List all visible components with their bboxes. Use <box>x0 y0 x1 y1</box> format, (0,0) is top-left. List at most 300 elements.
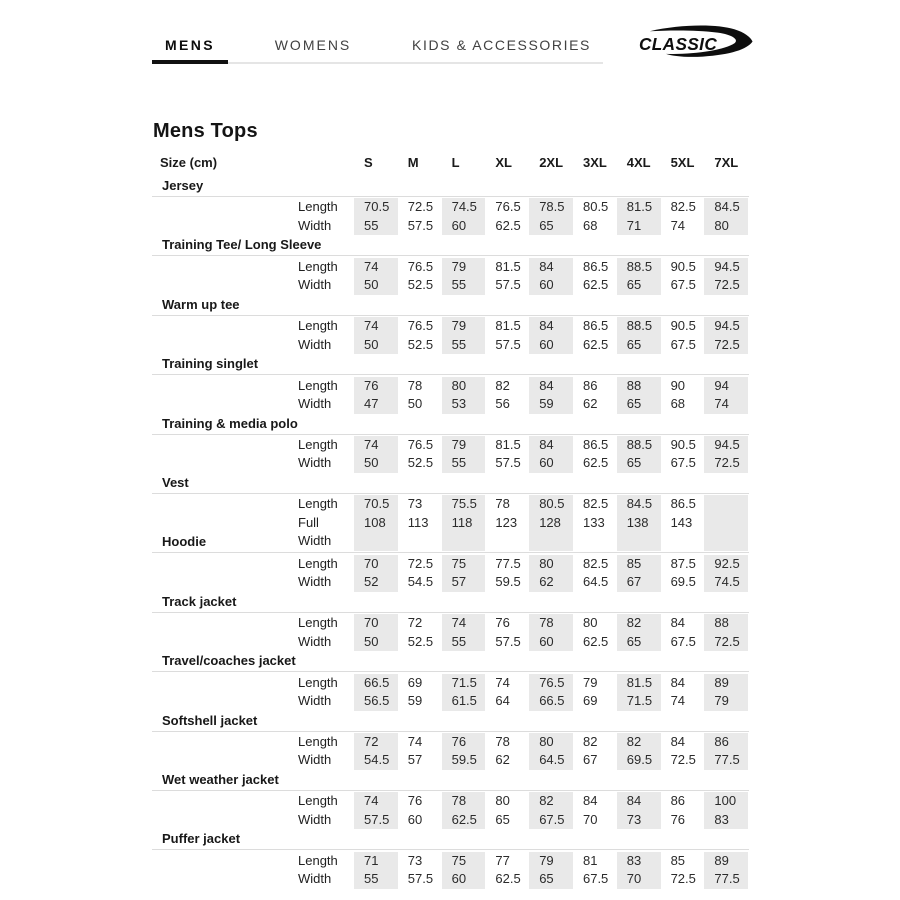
row-spacer <box>152 751 298 770</box>
value-cell: 70 <box>617 870 661 889</box>
value-cell: 84 <box>582 793 598 809</box>
value-cell: 72.5 <box>670 752 696 768</box>
value-cell: 62.5 <box>582 633 609 649</box>
value-cell: 87.5 <box>670 555 696 571</box>
value-cell: 65 <box>617 633 661 652</box>
value-cell: 65 <box>617 454 661 473</box>
value-cell: 55 <box>442 276 486 295</box>
section-data <box>152 374 749 413</box>
value-cell: 69 <box>582 693 598 709</box>
value-cell: 62.5 <box>495 217 521 233</box>
value-cell: 56 <box>495 396 510 412</box>
measure-label: Width <box>298 336 332 352</box>
value-cell: 57.5 <box>495 633 521 649</box>
value-cell: 62.5 <box>442 811 486 830</box>
value-cell: 86.5 <box>582 318 609 334</box>
measure-label: Length <box>298 615 338 631</box>
value-cell: 84 <box>529 258 573 277</box>
value-cell: 55 <box>354 870 398 889</box>
value-cell: 62 <box>529 573 573 592</box>
section-title: Softshell jacket <box>162 712 258 728</box>
value-cell: 50 <box>354 276 398 295</box>
value-cell: 72 <box>407 615 423 631</box>
value-cell: 79 <box>704 692 748 711</box>
value-cell: 72 <box>354 733 398 752</box>
measure-row-length <box>152 733 749 752</box>
value-cell: 72.5 <box>704 336 748 355</box>
size-table <box>152 150 749 889</box>
value-cell: 70 <box>354 555 398 574</box>
nav-tab-mens[interactable]: MENS <box>152 28 228 62</box>
value-cell: 85 <box>670 852 686 868</box>
value-cell: 79 <box>442 258 486 277</box>
value-cell: 72.5 <box>670 871 696 887</box>
value-cell: 88 <box>617 377 661 396</box>
value-cell: 52.5 <box>407 277 434 293</box>
value-cell: 90.5 <box>670 436 696 452</box>
value-cell: 62.5 <box>582 336 609 352</box>
value-cell: 57.5 <box>495 455 521 471</box>
value-cell: 69.5 <box>617 751 661 770</box>
section-data <box>152 731 749 770</box>
value-cell: 84 <box>617 792 661 811</box>
section-title: Track jacket <box>162 593 237 609</box>
value-cell: 72.5 <box>704 276 748 295</box>
section-training-singlet <box>152 354 749 413</box>
value-cell: 79 <box>582 674 598 690</box>
row-spacer <box>152 852 298 871</box>
measure-label: Width <box>298 633 332 649</box>
value-cell: 74 <box>670 693 686 709</box>
section-title: Vest <box>162 474 189 490</box>
measure-label: Width <box>298 752 332 768</box>
value-cell: 80 <box>529 733 573 752</box>
measure-row-length <box>152 614 749 633</box>
section-travel-coaches-jacket <box>152 651 749 710</box>
section-title: Puffer jacket <box>162 831 241 847</box>
value-cell: 62 <box>495 752 510 768</box>
value-cell: 74 <box>354 792 398 811</box>
value-cell: 81.5 <box>617 674 661 693</box>
value-cell: 82 <box>529 792 573 811</box>
section-warm-up-tee <box>152 295 749 354</box>
value-cell: 71 <box>354 852 398 871</box>
section-data <box>152 612 749 651</box>
value-cell: 73 <box>617 811 661 830</box>
value-cell: 100 <box>704 792 748 811</box>
size-col-header-m: M <box>407 155 419 170</box>
value-cell: 60 <box>529 276 573 295</box>
value-cell: 71 <box>617 217 661 236</box>
value-cell: 67 <box>582 752 598 768</box>
value-cell: 82 <box>617 733 661 752</box>
measure-label: Width <box>298 811 332 827</box>
value-cell: 59.5 <box>495 574 521 590</box>
section-data <box>152 196 749 235</box>
value-cell: 80 <box>495 793 510 809</box>
value-cell: 50 <box>354 454 398 473</box>
measure-label: Length <box>298 733 338 749</box>
size-col-header-l: L <box>451 155 460 170</box>
section-title: Jersey <box>162 178 204 193</box>
value-cell: 65 <box>617 395 661 414</box>
value-cell: 60 <box>529 336 573 355</box>
value-cell: 54.5 <box>354 751 398 770</box>
value-cell: 88.5 <box>617 258 661 277</box>
value-cell: 52 <box>354 573 398 592</box>
row-spacer <box>152 217 298 236</box>
value-cell: 72.5 <box>704 454 748 473</box>
value-cell: 59 <box>407 693 423 709</box>
value-cell: 67.5 <box>670 336 696 352</box>
value-cell: 84 <box>529 377 573 396</box>
row-spacer <box>152 614 298 633</box>
value-cell: 82 <box>495 377 510 393</box>
size-col-header-3xl: 3XL <box>582 155 607 170</box>
value-cell: 133 <box>582 514 605 530</box>
value-cell: 62.5 <box>582 455 609 471</box>
row-spacer <box>152 495 298 514</box>
row-spacer <box>152 573 298 592</box>
value-cell <box>704 495 748 514</box>
value-cell: 52.5 <box>407 633 434 649</box>
value-cell: 84 <box>529 317 573 336</box>
value-cell: 60 <box>442 217 486 236</box>
measure-row-width <box>152 573 749 592</box>
value-cell: 79 <box>442 436 486 455</box>
value-cell: 83 <box>617 852 661 871</box>
measure-row-width <box>152 454 749 473</box>
value-cell: 74 <box>354 258 398 277</box>
section-data <box>152 552 749 591</box>
value-cell: 75.5 <box>442 495 486 514</box>
row-spacer <box>152 317 298 336</box>
value-cell: 67.5 <box>670 633 696 649</box>
value-cell: 94.5 <box>704 258 748 277</box>
value-cell: 57.5 <box>354 811 398 830</box>
value-cell: 82 <box>617 614 661 633</box>
value-cell: 57.5 <box>495 277 521 293</box>
section-title: Training singlet <box>162 356 259 372</box>
value-cell: 64.5 <box>529 751 573 770</box>
value-cell: 86 <box>704 733 748 752</box>
value-cell: 81 <box>582 852 598 868</box>
value-cell: 70.5 <box>354 495 398 514</box>
value-cell: 60 <box>407 811 423 827</box>
measure-row-length <box>152 792 749 811</box>
value-cell: 54.5 <box>407 574 434 590</box>
value-cell: 65 <box>617 276 661 295</box>
value-cell: 123 <box>495 514 518 530</box>
value-cell: 68 <box>670 396 686 412</box>
value-cell: 52.5 <box>407 336 434 352</box>
size-col-header-s: S <box>364 155 373 170</box>
value-cell: 84 <box>670 674 686 690</box>
measure-row-length <box>152 555 749 574</box>
value-cell: 90.5 <box>670 258 696 274</box>
measure-row-length <box>152 495 749 514</box>
measure-row-length <box>152 852 749 871</box>
value-cell: 74 <box>495 674 510 690</box>
value-cell: 59 <box>529 395 573 414</box>
row-spacer <box>152 276 298 295</box>
value-cell: 73 <box>407 852 423 868</box>
section-data <box>152 255 749 294</box>
value-cell: 75 <box>442 555 486 574</box>
section-title: Warm up tee <box>162 296 240 312</box>
value-cell: 128 <box>529 514 573 551</box>
row-spacer <box>152 733 298 752</box>
value-cell: 53 <box>442 395 486 414</box>
value-cell: 94.5 <box>704 436 748 455</box>
value-cell: 90 <box>670 377 686 393</box>
measure-row-width <box>152 751 749 770</box>
value-cell: 57.5 <box>407 217 434 233</box>
value-cell: 80.5 <box>582 199 609 215</box>
measure-label: Width <box>298 455 332 471</box>
measure-label: Length <box>298 199 338 215</box>
value-cell: 84 <box>529 436 573 455</box>
measure-label: Width <box>298 277 332 293</box>
value-cell: 82.5 <box>670 199 696 215</box>
classic-brand-logo <box>637 22 755 64</box>
measure-label: Length <box>298 377 338 393</box>
value-cell: 60 <box>529 633 573 652</box>
value-cell: 73 <box>407 496 423 512</box>
row-spacer <box>152 692 298 711</box>
value-cell: 47 <box>354 395 398 414</box>
row-spacer <box>152 792 298 811</box>
measure-label: Width <box>298 871 332 887</box>
value-cell: 65 <box>617 336 661 355</box>
value-cell: 94 <box>704 377 748 396</box>
value-cell: 77 <box>495 852 510 868</box>
row-spacer <box>152 555 298 574</box>
value-cell: 143 <box>670 514 693 530</box>
value-cell: 83 <box>704 811 748 830</box>
value-cell: 76.5 <box>529 674 573 693</box>
value-cell: 86.5 <box>670 496 696 512</box>
size-unit-label: Size (cm) <box>160 155 218 170</box>
row-spacer <box>152 454 298 473</box>
section-title: Travel/coaches jacket <box>162 653 296 669</box>
value-cell: 50 <box>354 633 398 652</box>
section-title: Training Tee/ Long Sleeve <box>162 237 322 253</box>
value-cell: 78 <box>529 614 573 633</box>
value-cell: 76 <box>495 615 510 631</box>
section-puffer-jacket <box>152 829 749 888</box>
value-cell: 84 <box>670 615 686 631</box>
section-data <box>152 849 749 888</box>
value-cell: 82 <box>582 733 598 749</box>
value-cell: 82.5 <box>582 555 609 571</box>
value-cell: 65 <box>529 870 573 889</box>
value-cell: 52.5 <box>407 455 434 471</box>
value-cell: 57 <box>407 752 423 768</box>
value-cell: 65 <box>529 217 573 236</box>
measure-row-width <box>152 395 749 414</box>
value-cell: 72.5 <box>407 199 434 215</box>
value-cell: 92.5 <box>704 555 748 574</box>
measure-row-length <box>152 674 749 693</box>
page-title: Mens Tops <box>153 120 258 143</box>
value-cell: 65 <box>495 811 510 827</box>
value-cell: 108 <box>354 514 398 551</box>
value-cell: 70 <box>354 614 398 633</box>
value-cell: 67.5 <box>582 871 609 887</box>
value-cell: 77.5 <box>495 555 521 571</box>
value-cell: 79 <box>529 852 573 871</box>
value-cell: 88.5 <box>617 317 661 336</box>
value-cell: 138 <box>617 514 661 551</box>
value-cell: 70 <box>582 811 598 827</box>
value-cell: 81.5 <box>495 318 521 334</box>
value-cell: 59.5 <box>442 751 486 770</box>
value-cell: 71.5 <box>442 674 486 693</box>
value-cell: 57 <box>442 573 486 592</box>
measure-label: Length <box>298 852 338 868</box>
value-cell: 82.5 <box>582 496 609 512</box>
value-cell: 88.5 <box>617 436 661 455</box>
section-wet-weather-jacket <box>152 770 749 829</box>
measure-row-length <box>152 317 749 336</box>
value-cell: 67.5 <box>670 455 696 471</box>
value-cell: 77.5 <box>704 870 748 889</box>
measure-label: Width <box>298 574 332 590</box>
size-header-row <box>152 150 749 176</box>
value-cell: 78 <box>495 733 510 749</box>
row-spacer <box>152 811 298 830</box>
value-cell: 72.5 <box>407 555 434 571</box>
measure-label: Width <box>298 217 332 233</box>
value-cell: 88 <box>704 614 748 633</box>
value-cell: 60 <box>442 870 486 889</box>
nav-tab-womens[interactable]: WOMENS <box>264 28 362 62</box>
section-title: Hoodie <box>162 534 207 550</box>
value-cell: 84.5 <box>704 198 748 217</box>
value-cell: 67 <box>617 573 661 592</box>
value-cell: 69.5 <box>670 574 696 590</box>
size-table-body <box>152 176 749 889</box>
value-cell: 84 <box>670 733 686 749</box>
value-cell: 69 <box>407 674 423 690</box>
value-cell: 76.5 <box>407 436 434 452</box>
value-cell: 89 <box>704 852 748 871</box>
measure-row-width <box>152 692 749 711</box>
value-cell: 76.5 <box>495 199 521 215</box>
value-cell: 77.5 <box>704 751 748 770</box>
value-cell: 94.5 <box>704 317 748 336</box>
value-cell: 67.5 <box>670 277 696 293</box>
value-cell: 89 <box>704 674 748 693</box>
section-training-media-polo <box>152 414 749 473</box>
value-cell: 84.5 <box>617 495 661 514</box>
value-cell: 81.5 <box>495 436 521 452</box>
measure-row-length <box>152 377 749 396</box>
measure-label: Length <box>298 793 338 809</box>
value-cell: 80 <box>582 615 598 631</box>
value-cell: 61.5 <box>442 692 486 711</box>
measure-label: Length <box>298 318 338 334</box>
measure-row-width <box>152 217 749 236</box>
value-cell: 78 <box>495 496 510 512</box>
section-track-jacket <box>152 592 749 651</box>
value-cell: 118 <box>442 514 486 551</box>
row-spacer <box>152 870 298 889</box>
nav-tab-kids-accessories[interactable]: KIDS & ACCESSORIES <box>404 28 599 62</box>
value-cell: 76 <box>442 733 486 752</box>
value-cell: 74.5 <box>442 198 486 217</box>
value-cell: 76 <box>670 811 686 827</box>
value-cell: 81.5 <box>495 258 521 274</box>
value-cell: 78 <box>407 377 423 393</box>
value-cell: 64 <box>495 693 510 709</box>
value-cell <box>704 514 748 551</box>
value-cell: 76 <box>354 377 398 396</box>
value-cell: 57.5 <box>495 336 521 352</box>
value-cell: 74 <box>670 217 686 233</box>
value-cell: 74 <box>704 395 748 414</box>
value-cell: 60 <box>529 454 573 473</box>
category-tab-bar <box>152 28 603 64</box>
size-col-header-4xl: 4XL <box>626 155 651 170</box>
measure-row-length <box>152 436 749 455</box>
row-spacer <box>152 336 298 355</box>
row-spacer <box>152 633 298 652</box>
size-col-header-xl: XL <box>495 155 513 170</box>
value-cell: 70.5 <box>354 198 398 217</box>
value-cell: 66.5 <box>354 674 398 693</box>
row-spacer <box>152 377 298 396</box>
value-cell: 86.5 <box>582 436 609 452</box>
value-cell: 90.5 <box>670 318 696 334</box>
value-cell: 86.5 <box>582 258 609 274</box>
value-cell: 62 <box>582 396 598 412</box>
section-data <box>152 671 749 710</box>
value-cell: 68 <box>582 217 598 233</box>
value-cell: 74 <box>407 733 423 749</box>
section-jersey <box>152 176 749 235</box>
value-cell: 74 <box>442 614 486 633</box>
value-cell: 80 <box>704 217 748 236</box>
row-spacer <box>152 674 298 693</box>
value-cell: 79 <box>442 317 486 336</box>
value-cell: 86 <box>582 377 598 393</box>
measure-row-width <box>152 633 749 652</box>
value-cell: 56.5 <box>354 692 398 711</box>
value-cell: 78 <box>442 792 486 811</box>
value-cell: 71.5 <box>617 692 661 711</box>
measure-label: Full Width <box>298 514 332 549</box>
value-cell: 74 <box>354 317 398 336</box>
measure-row-width <box>152 276 749 295</box>
measure-label: Length <box>298 555 338 571</box>
value-cell: 76.5 <box>407 258 434 274</box>
section-data <box>152 434 749 473</box>
value-cell: 113 <box>407 514 429 530</box>
value-cell: 75 <box>442 852 486 871</box>
measure-label: Length <box>298 674 338 690</box>
row-spacer <box>152 198 298 217</box>
row-spacer <box>152 258 298 277</box>
value-cell: 50 <box>407 396 423 412</box>
value-cell: 55 <box>442 633 486 652</box>
value-cell: 80 <box>442 377 486 396</box>
size-col-header-5xl: 5XL <box>670 155 695 170</box>
value-cell: 50 <box>354 336 398 355</box>
row-spacer <box>152 395 298 414</box>
value-cell: 74 <box>354 436 398 455</box>
